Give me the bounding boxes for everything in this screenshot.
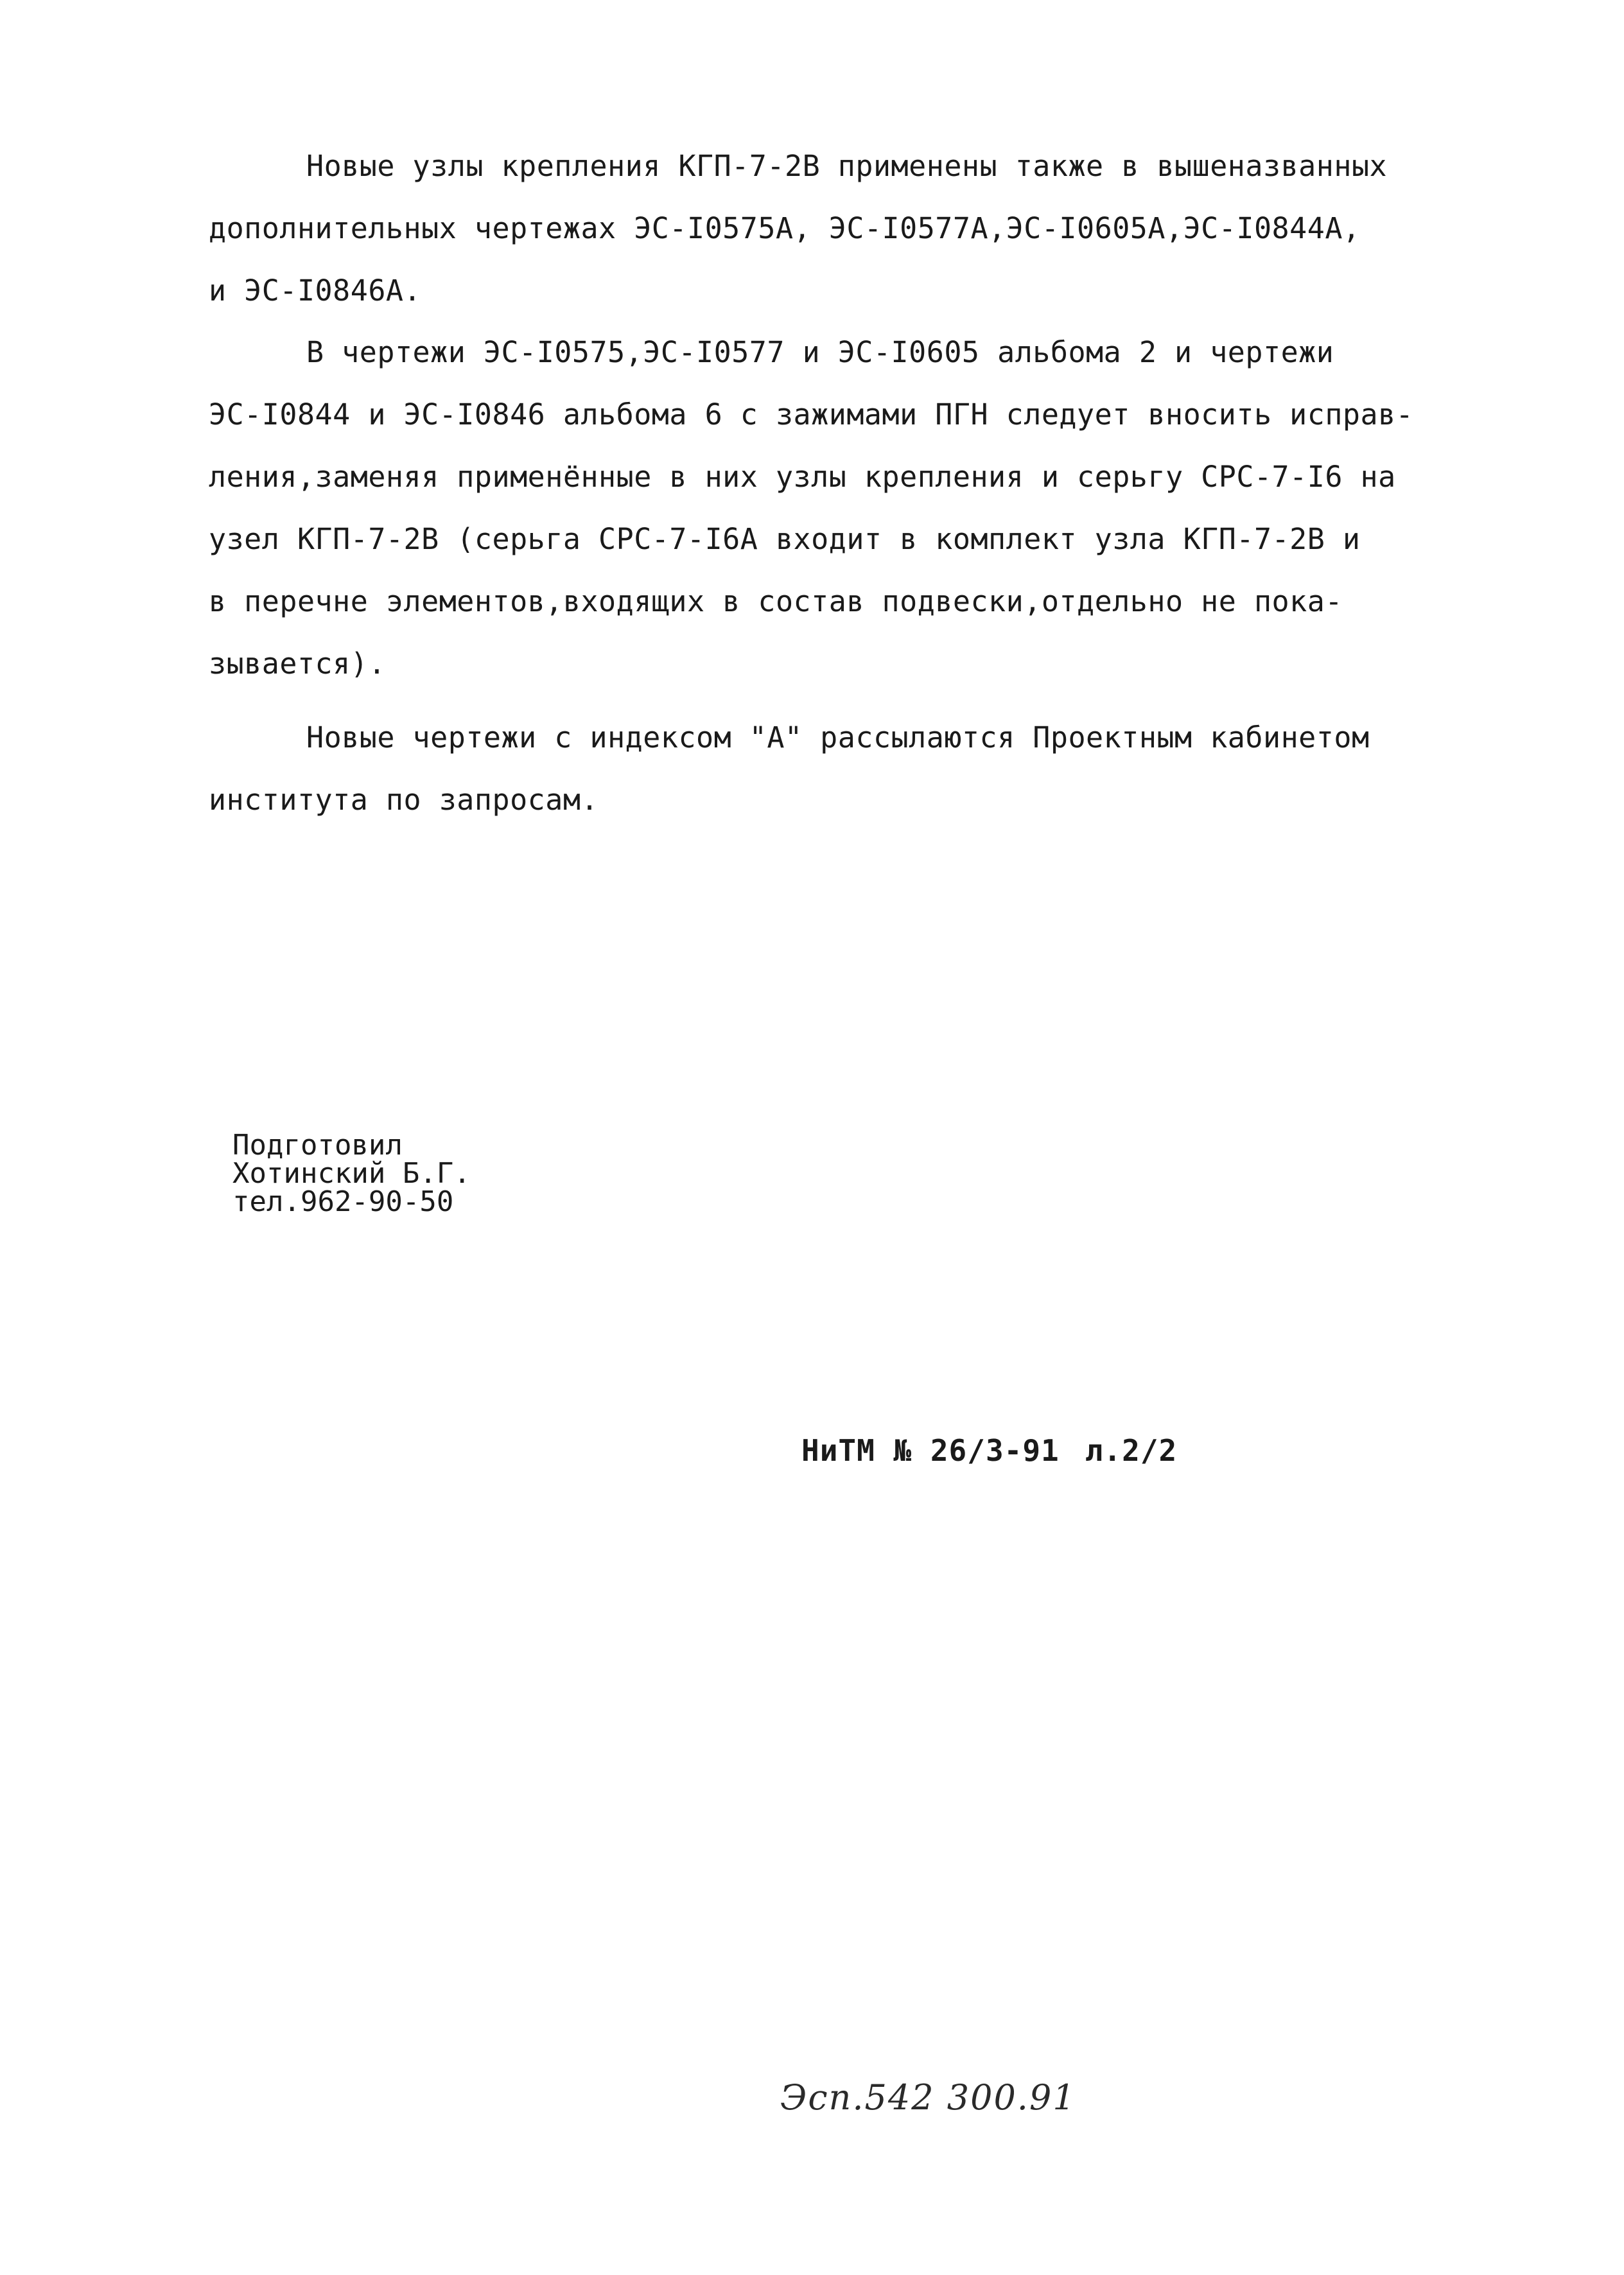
paragraph-line: и ЭС-I0846А.: [209, 274, 422, 308]
document-number: НиТМ № 26/3-91: [801, 1433, 1060, 1468]
paragraph-new-fasteners: [209, 135, 1532, 322]
paragraph-line: узел КГП-7-2В (серьга СРС-7-I6А входит в комплект узла КГП-7-2В и: [209, 522, 1361, 556]
paragraph-line: ления,заменяя применённые в них узлы крепления и серьгу СРС-7-I6 на: [209, 460, 1396, 494]
author-phone: тел.962-90-50: [232, 1185, 454, 1218]
paragraph-line: в перечне элементов,входящих в состав подвески,отдельно не пока-: [209, 584, 1343, 618]
sheet-number: л.2/2: [1085, 1433, 1178, 1468]
paragraph-line: дополнительных чертежах ЭС-I0575А, ЭС-I0577А,ЭС-I0605А,ЭС-I0844А,: [209, 211, 1361, 245]
author-name: Хотинский Б.Г.: [232, 1157, 471, 1190]
paragraph-corrections: [209, 321, 1532, 695]
signature-block: [232, 1131, 471, 1216]
paragraph-line: зывается).: [209, 647, 386, 681]
paragraph-line: В чертежи ЭС-I0575,ЭС-I0577 и ЭС-I0605 альбома 2 и чертежи: [306, 335, 1334, 369]
paragraph-distribution: [209, 706, 1532, 831]
document-reference: [801, 1433, 1177, 1468]
paragraph-line: Новые узлы крепления КГП-7-2В применены также в вышеназванных: [306, 149, 1388, 183]
handwritten-note: Эсп.542 300.91: [780, 2077, 1076, 2118]
paragraph-line: института по запросам.: [209, 783, 599, 817]
paragraph-line: ЭС-I0844 и ЭС-I0846 альбома 6 с зажимами ПГН следует вносить исправ-: [209, 397, 1414, 431]
prepared-label: Подготовил: [232, 1129, 403, 1162]
paragraph-line: Новые чертежи с индексом "А" рассылаются Проектным кабинетом: [306, 720, 1370, 754]
